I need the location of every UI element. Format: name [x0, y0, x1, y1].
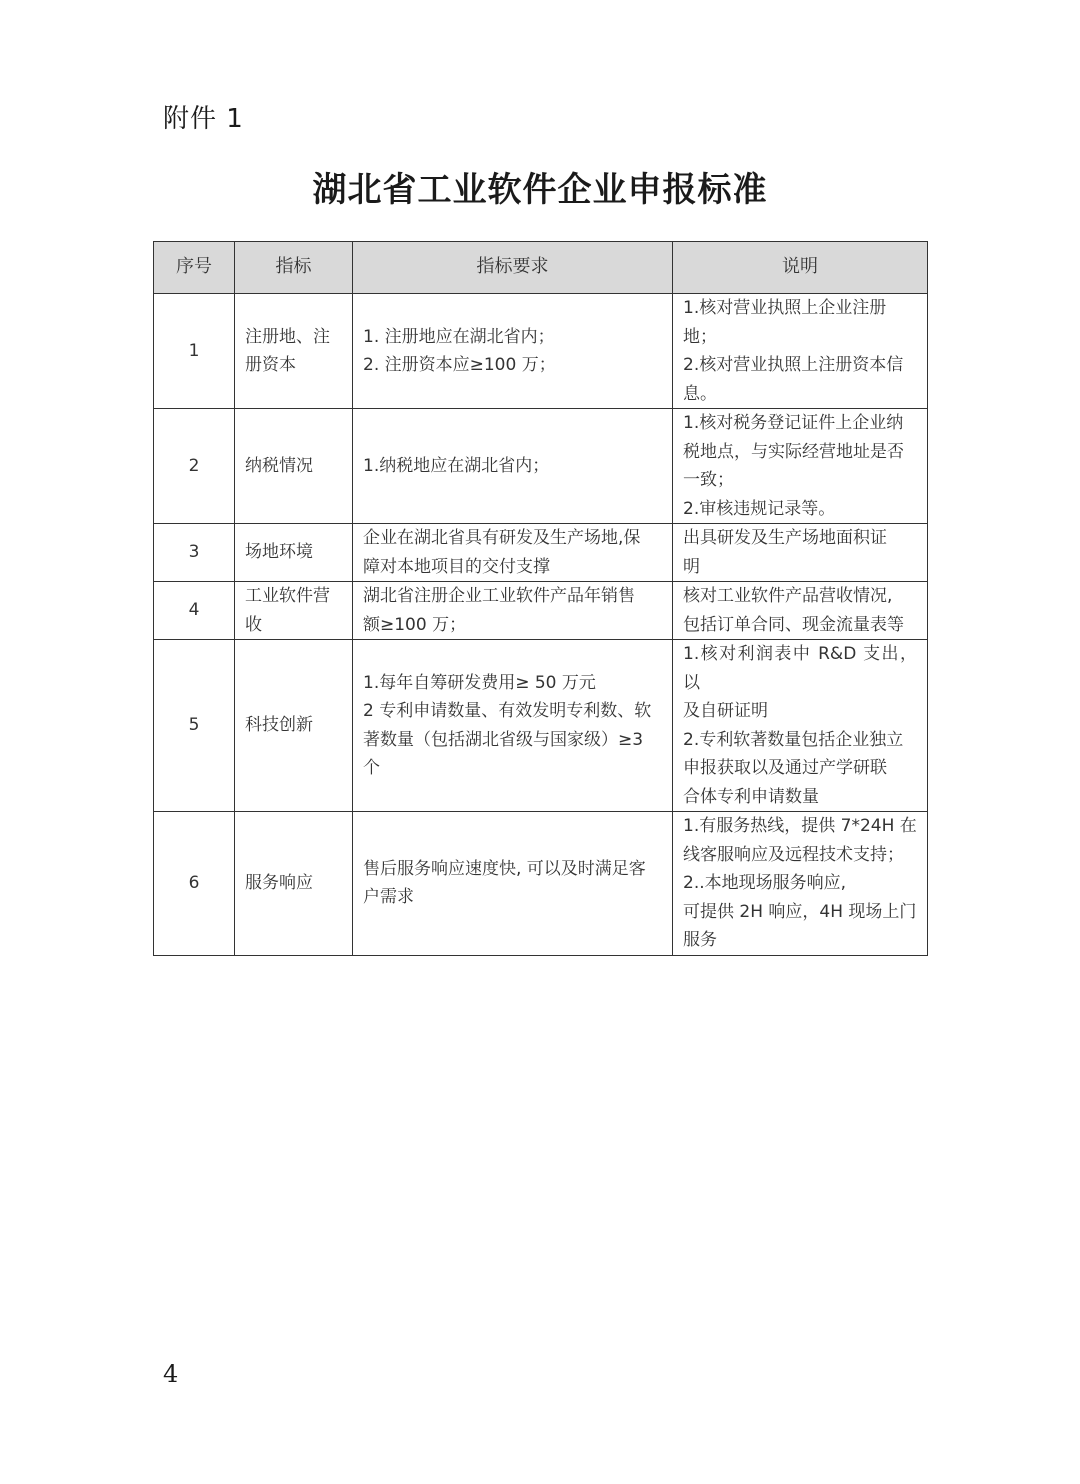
- cell-line: 障对本地项目的交付支撑: [363, 556, 550, 577]
- cell-line: 2. 注册资本应≥100 万；: [363, 355, 556, 375]
- cell-line: 线客服响应及远程技术支持；: [683, 844, 904, 865]
- cell-requirement: [353, 294, 673, 409]
- page-number: 4: [163, 1360, 179, 1388]
- column-header-indicator: 指标: [235, 242, 353, 294]
- column-header-seq: 序号: [154, 242, 235, 294]
- cell-line: 科技创新: [245, 715, 313, 736]
- attachment-label: 附件 1: [163, 104, 244, 134]
- cell-line: 可提供 2H 响应，4H 现场上门: [683, 901, 917, 922]
- cell-indicator: [235, 294, 353, 409]
- cell-seq: 6: [154, 812, 235, 956]
- table-row: [154, 812, 928, 956]
- cell-line: 注册地、注: [245, 326, 330, 347]
- cell-indicator: [235, 640, 353, 812]
- table-row: [154, 294, 928, 409]
- cell-seq: 1: [154, 294, 235, 409]
- cell-indicator: [235, 409, 353, 524]
- cell-requirement: [353, 640, 673, 812]
- cell-line: 收: [245, 614, 262, 635]
- cell-seq: 2: [154, 409, 235, 524]
- cell-line: 2..本地现场服务响应,: [683, 873, 847, 893]
- table-row: [154, 582, 928, 640]
- cell-line: 核对工业软件产品营收情况,: [683, 586, 893, 606]
- cell-note: [673, 524, 928, 582]
- table-row: [154, 524, 928, 582]
- cell-line: 1.每年自筹研发费用≥ 50 万元: [363, 672, 596, 693]
- cell-line: 2.专利软著数量包括企业独立: [683, 729, 904, 750]
- cell-line: 及自研证明: [683, 701, 768, 721]
- cell-note: [673, 582, 928, 640]
- cell-line: 纳税情况: [245, 455, 313, 476]
- cell-line: 2.审核违规记录等。: [683, 498, 836, 519]
- cell-line: 1.核对税务登记证件上企业纳: [683, 413, 904, 433]
- cell-line: 服务响应: [245, 873, 313, 893]
- cell-seq: 5: [154, 640, 235, 812]
- cell-line: 出具研发及生产场地面积证: [683, 528, 887, 548]
- cell-indicator: [235, 582, 353, 640]
- cell-line: 息。: [683, 383, 717, 404]
- cell-seq: 4: [154, 582, 235, 640]
- cell-note: [673, 812, 928, 956]
- cell-line: 合体专利申请数量: [683, 786, 819, 807]
- cell-line: 明: [683, 556, 700, 577]
- cell-requirement: [353, 524, 673, 582]
- table-header-row: [154, 242, 928, 294]
- cell-line: 包括订单合同、现金流量表等: [683, 614, 904, 635]
- table-row: [154, 640, 928, 812]
- standards-table: [153, 241, 928, 956]
- cell-note: [673, 409, 928, 524]
- cell-line: 工业软件营: [245, 586, 330, 606]
- cell-line: 册资本: [245, 355, 296, 375]
- cell-line: 1. 注册地应在湖北省内；: [363, 326, 555, 347]
- cell-line: 申报获取以及通过产学研联: [683, 758, 887, 778]
- table-row: [154, 409, 928, 524]
- cell-line: 1.有服务热线，提供 7*24H 在: [683, 816, 917, 836]
- cell-line: 1.核对利润表中 R&D 支出，以: [683, 644, 917, 693]
- cell-requirement: [353, 812, 673, 956]
- cell-line: 个: [363, 758, 380, 778]
- cell-line: 额≥100 万；: [363, 614, 467, 635]
- column-header-requirement: 指标要求: [353, 242, 673, 294]
- column-header-note: 说明: [673, 242, 928, 294]
- cell-indicator: [235, 524, 353, 582]
- cell-line: 场地环境: [245, 542, 313, 563]
- cell-line: 服务: [683, 930, 717, 950]
- cell-line: 1.核对营业执照上企业注册: [683, 298, 887, 318]
- cell-line: 企业在湖北省具有研发及生产场地,保: [363, 528, 641, 548]
- cell-line: 著数量（包括湖北省级与国家级）≥3: [363, 729, 644, 750]
- cell-line: 售后服务响应速度快, 可以及时满足客: [363, 858, 646, 879]
- cell-requirement: [353, 582, 673, 640]
- cell-line: 一致；: [683, 470, 734, 490]
- cell-line: 户需求: [363, 887, 414, 908]
- cell-note: [673, 294, 928, 409]
- cell-indicator: [235, 812, 353, 956]
- cell-line: 1.纳税地应在湖北省内；: [363, 455, 550, 476]
- cell-line: 税地点，与实际经营地址是否: [683, 441, 904, 462]
- cell-line: 2 专利申请数量、有效发明专利数、软: [363, 701, 652, 721]
- cell-note: [673, 640, 928, 812]
- cell-line: 湖北省注册企业工业软件产品年销售: [363, 586, 635, 606]
- document-title: 湖北省工业软件企业申报标准: [312, 170, 768, 210]
- cell-line: 2.核对营业执照上注册资本信: [683, 355, 904, 375]
- cell-requirement: [353, 409, 673, 524]
- cell-seq: 3: [154, 524, 235, 582]
- cell-line: 地；: [683, 326, 717, 347]
